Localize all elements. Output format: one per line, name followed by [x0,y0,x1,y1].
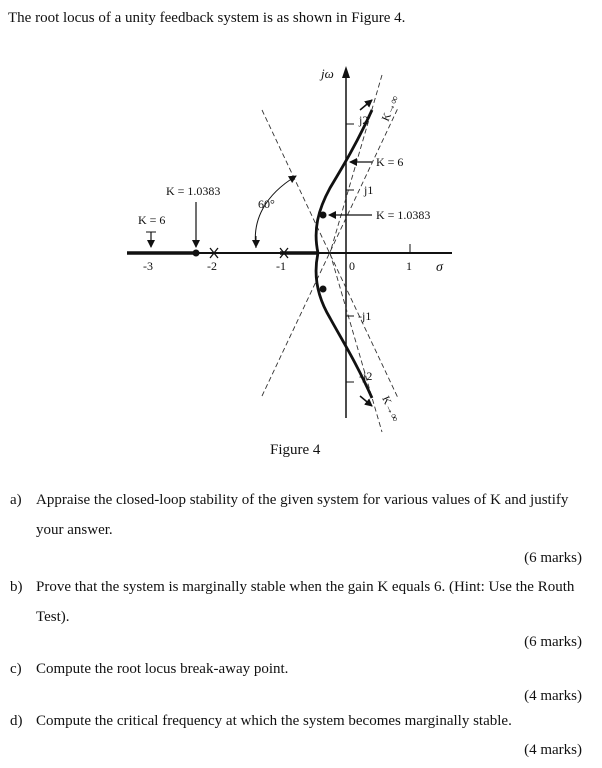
question-text: Compute the critical frequency at which the system becomes marginally stable. [36,713,512,729]
tick-label: j2 [359,113,369,127]
gain-point [320,212,327,219]
tick-label: j1 [364,183,374,197]
tick-label: -j1 [358,309,372,323]
gain-annotation: K→∞ [379,93,402,124]
marks-label: (6 marks) [524,634,582,650]
tick-label: -3 [143,259,153,273]
gain-point [193,250,200,257]
marks-label: (6 marks) [524,550,582,566]
figure-caption: Figure 4 [270,442,321,458]
question-number: a) [10,492,22,508]
gain-annotation: K→∞ [379,394,402,424]
gain-point [320,286,327,293]
tick-label: 0 [349,259,355,273]
tick-label: -1 [276,259,286,273]
question-text: Compute the root locus break-away point. [36,661,289,677]
gain-annotation: K = 1.0383 [376,208,431,222]
marks-label: (4 marks) [524,688,582,704]
marks-label: (4 marks) [524,742,582,758]
question-text: Appraise the closed-loop stability of the given system for various values of K and justify your answer. [36,492,569,538]
locus-branch-upper [316,110,372,253]
gain-annotation: K = 6 [376,155,404,169]
angle-label: 60° [258,197,275,211]
tick-label: -j2 [359,369,373,383]
question-number: d) [10,713,23,729]
question-number: b) [10,579,23,595]
question-text: Prove that the system is marginally stable when the gain K equals 6. (Hint: Use the Routh Test). [36,579,575,625]
tick-label: 1 [406,259,412,273]
intro-text: The root locus of a unity feedback system is as shown in Figure 4. [8,10,406,26]
asymptote [330,75,382,253]
question-number: c) [10,661,22,677]
jw-label: jω [321,66,334,81]
sigma-label: σ [436,260,443,275]
tick-label: -2 [207,259,217,273]
asymptote [330,253,382,432]
gain-annotation: K = 1.0383 [166,184,221,198]
gain-annotation: K = 6 [138,213,166,227]
